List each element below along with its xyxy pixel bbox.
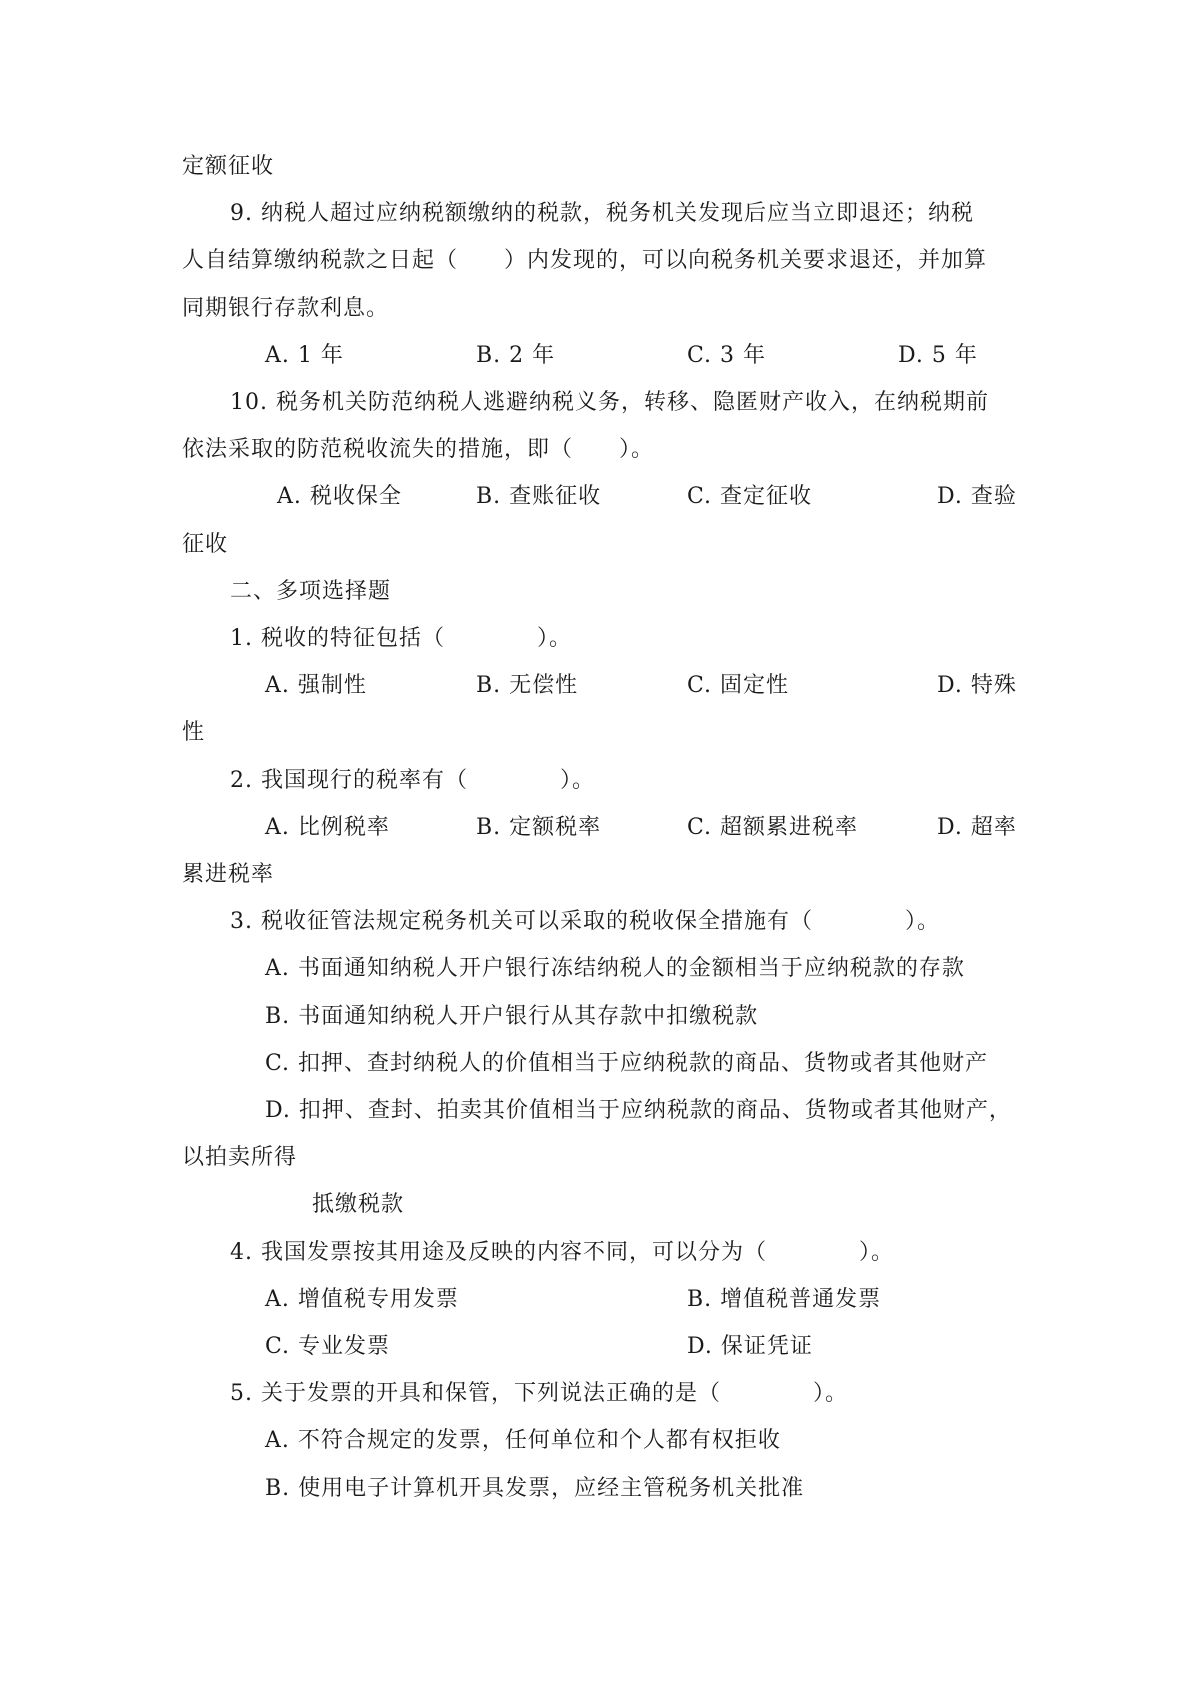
text-line: 抵缴税款 [312, 1192, 405, 1217]
option-b: B. 查账征收 [476, 484, 602, 509]
option-c: C. 扣押、查封纳税人的价值相当于应纳税款的商品、货物或者其他财产 [265, 1051, 989, 1076]
option-c: C. 3 年 [687, 343, 767, 368]
option-c: C. 查定征收 [687, 484, 813, 509]
option-d: D. 特殊 [937, 673, 1017, 698]
option-a: A. 强制性 [265, 673, 367, 698]
option-a: A. 税收保全 [277, 484, 402, 509]
text-line: 征收 [182, 532, 229, 557]
option-d: D. 5 年 [898, 343, 978, 368]
question-9: 9. 纳税人超过应纳税额缴纳的税款，税务机关发现后应当立即退还；纳税 [230, 201, 974, 226]
question-m3: 3. 税收征管法规定税务机关可以采取的税收保全措施有（ ）。 [230, 909, 940, 934]
text-line: 定额征收 [182, 154, 275, 179]
option-d: D. 超率 [937, 815, 1017, 840]
text-line: 以拍卖所得 [182, 1145, 298, 1170]
option-d: D. 查验 [937, 484, 1017, 509]
option-a: A. 书面通知纳税人开户银行冻结纳税人的金额相当于应纳税款的存款 [265, 956, 965, 981]
option-a: A. 1 年 [265, 343, 344, 368]
question-m4: 4. 我国发票按其用途及反映的内容不同，可以分为（ ）。 [230, 1240, 894, 1265]
option-b: B. 增值税普通发票 [687, 1287, 882, 1312]
text-line: 累进税率 [182, 862, 275, 887]
option-a: A. 不符合规定的发票，任何单位和个人都有权拒收 [265, 1428, 781, 1453]
option-b: B. 书面通知纳税人开户银行从其存款中扣缴税款 [265, 1004, 759, 1029]
text-line: 同期银行存款利息。 [182, 296, 390, 321]
option-b: B. 使用电子计算机开具发票，应经主管税务机关批准 [265, 1476, 805, 1501]
question-m2: 2. 我国现行的税率有（ ）。 [230, 768, 595, 793]
option-d: D. 保证凭证 [687, 1334, 813, 1359]
question-10: 10. 税务机关防范纳税人逃避纳税义务，转移、隐匿财产收入，在纳税期前 [230, 390, 989, 415]
option-d: D. 扣押、查封、拍卖其价值相当于应纳税款的商品、货物或者其他财产， [265, 1098, 1012, 1123]
section-heading: 二、多项选择题 [230, 579, 392, 604]
question-m1: 1. 税收的特征包括（ ）。 [230, 626, 572, 651]
option-a: A. 比例税率 [265, 815, 390, 840]
question-m5: 5. 关于发票的开具和保管，下列说法正确的是（ ）。 [230, 1381, 848, 1406]
text-line: 人自结算缴纳税款之日起（ ）内发现的，可以向税务机关要求退还，并加算 [182, 248, 988, 273]
option-b: B. 2 年 [476, 343, 556, 368]
text-line: 性 [182, 720, 206, 745]
option-c: C. 固定性 [687, 673, 790, 698]
text-line: 依法采取的防范税收流失的措施，即（ ）。 [182, 437, 655, 462]
option-a: A. 增值税专用发票 [265, 1287, 459, 1312]
option-b: B. 定额税率 [476, 815, 602, 840]
option-c: C. 专业发票 [265, 1334, 391, 1359]
option-b: B. 无偿性 [476, 673, 579, 698]
option-c: C. 超额累进税率 [687, 815, 859, 840]
